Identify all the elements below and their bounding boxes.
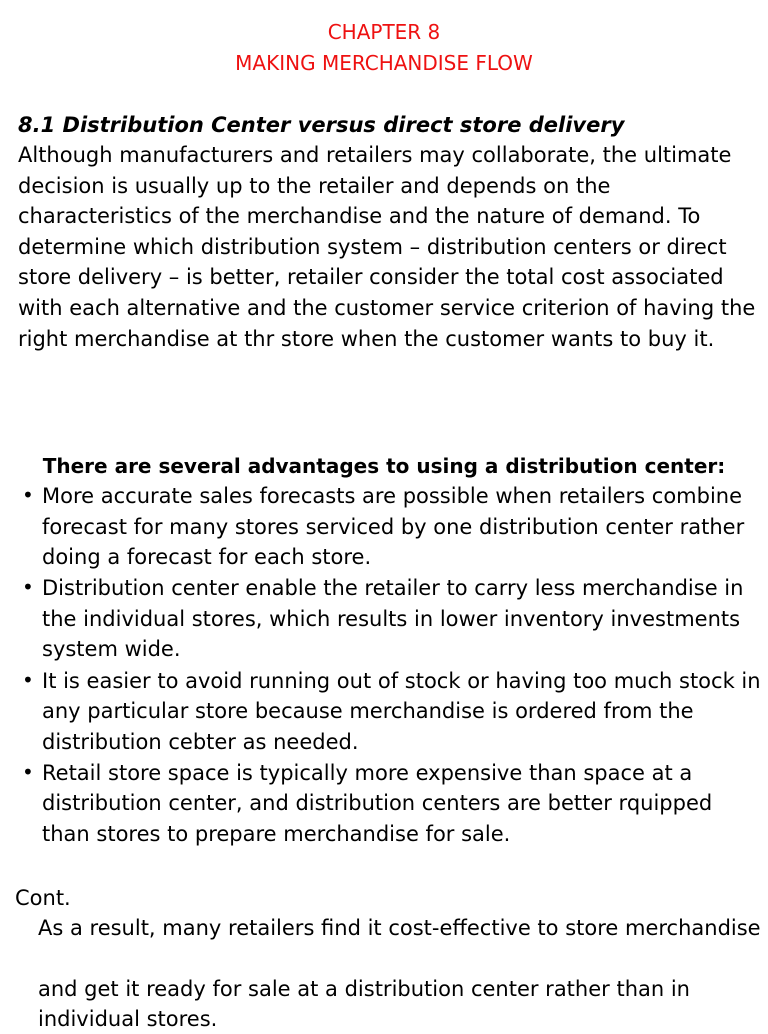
bullet-icon: • xyxy=(22,760,34,784)
chapter-title: MAKING MERCHANDISE FLOW xyxy=(235,51,533,75)
paragraph-line: and get it ready for sale at a distribution center rather than in xyxy=(38,977,690,1001)
list-item-line: any particular store because merchandise is ordered from the xyxy=(42,699,694,723)
bullet-icon: • xyxy=(22,668,34,692)
paragraph-line: determine which distribution system – distribution centers or direct xyxy=(18,235,727,259)
list-item-line: More accurate sales forecasts are possible when retailers combine xyxy=(42,484,743,508)
paragraph-line: with each alternative and the customer service criterion of having the xyxy=(18,296,756,320)
list-item-line: the individual stores, which results in lower inventory investments xyxy=(42,607,741,631)
list-item-line: Retail store space is typically more expensive than space at a xyxy=(42,761,693,785)
list-item-line: than stores to prepare merchandise for sale. xyxy=(42,822,511,846)
paragraph-line: individual stores. xyxy=(38,1007,218,1031)
paragraph-line: As a result, many retailers find it cost-effective to store merchandise xyxy=(38,916,761,940)
paragraph-line: store delivery – is better, retailer consider the total cost associated xyxy=(18,265,724,289)
list-item-line: doing a forecast for each store. xyxy=(42,545,372,569)
list-item-line: It is easier to avoid running out of stock or having too much stock in xyxy=(42,669,761,693)
bullet-icon: • xyxy=(22,483,34,507)
continued-label: Cont. xyxy=(15,886,71,910)
section-heading: 8.1 Distribution Center versus direct store delivery xyxy=(18,113,625,137)
list-item-line: distribution center, and distribution centers are better rquipped xyxy=(42,791,713,815)
chapter-label: CHAPTER 8 xyxy=(327,20,441,44)
bullet-icon: • xyxy=(22,575,34,599)
paragraph-line: decision is usually up to the retailer and depends on the xyxy=(18,174,611,198)
list-item-line: Distribution center enable the retailer to carry less merchandise in xyxy=(42,576,744,600)
list-item-line: system wide. xyxy=(42,637,181,661)
paragraph-line: Although manufacturers and retailers may collaborate, the ultimate xyxy=(18,143,732,167)
list-item-line: distribution cebter as needed. xyxy=(42,730,359,754)
list-item-line: forecast for many stores serviced by one distribution center rather xyxy=(42,515,745,539)
paragraph-line: right merchandise at thr store when the customer wants to buy it. xyxy=(18,327,715,351)
paragraph-line: characteristics of the merchandise and the nature of demand. To xyxy=(18,204,701,228)
advantages-heading: There are several advantages to using a distribution center: xyxy=(42,454,726,478)
